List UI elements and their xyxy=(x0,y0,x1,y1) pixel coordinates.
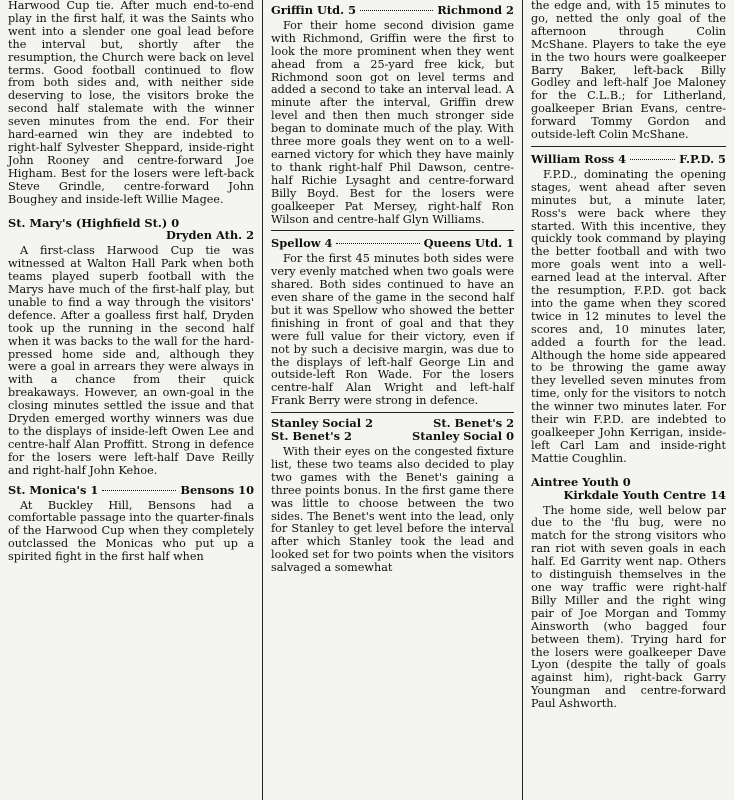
away-team-score: F.P.D. 5 xyxy=(679,151,726,166)
match-heading xyxy=(531,153,726,166)
home-team-score: St. Mary's (Highfield St.) 0 xyxy=(8,215,180,230)
match-report: With their eyes on the congested fixture list, these two teams also decided to play two games with the Benet's gaining a three points bonus. In the first game there was little to choose between the two sides. The Benet's went into the lead, only for Stanley to get level before the interval after which Stanley took the lead and looked set for two points when the visitors salvaged a somewhat xyxy=(271,445,514,575)
match-heading xyxy=(531,476,726,502)
match-heading-double xyxy=(271,417,514,443)
column-3 xyxy=(522,0,734,800)
match-heading xyxy=(8,217,254,243)
home-team-score: Aintree Youth 0 xyxy=(531,474,631,489)
match-heading xyxy=(271,237,514,250)
leader-dots xyxy=(630,159,675,160)
report-continued: Harwood Cup tie. After much end-to-end play in the first half, it was the Saints who went into a slender one goal lead before the interval but, shortly after the resumption, the Church were back on level terms. Good football continued to flow from both sides and, with neither side deserving to lose, the visitors broke the second half stalemate with the winner seven minutes from the end. For their hard-earned win they are indebted to right-half Sylvester Sheppard, inside-right John Rooney and centre-forward Joe Higham. Best for the losers were left-back Steve Grindle, centre-forward John Boughey and inside-left Willie Magee. xyxy=(8,0,254,206)
home-team-score: Stanley Social 2 xyxy=(271,416,373,431)
column-2 xyxy=(262,0,522,800)
home-team-score: Spellow 4 xyxy=(271,236,333,251)
away-team-score: Dryden Ath. 2 xyxy=(166,228,254,243)
match-report: A first-class Harwood Cup tie was witnessed at Walton Hall Park when both teams played superb football with the Marys have much of the first-half play, but unable to find a way through the visitors' defence. After a goalless first half, Dryden took up the running in the second half when it was backs to the wall for the hard-pressed home side and, although they were a goal in arrears they were always in with a chance from their quick breakaways. However, an own-goal in the closing minutes settled the issue and that Dryden emerged worthy winners was due to the displays of inside-left Owen Lee and centre-half Alan Proffitt. Strong in defence for the losers were left-half Dave Reilly and right-half John Kehoe. xyxy=(8,244,254,477)
divider xyxy=(531,146,726,147)
score-line-2 xyxy=(271,430,514,443)
away-team-score: Queens Utd. 1 xyxy=(423,236,514,251)
match-report: At Buckley Hill, Bensons had a comfortable passage into the quarter-finals of the Harwood Cup when they completely outclassed the Monicas who put up a spirited fight in the first half when xyxy=(8,498,254,564)
match-heading xyxy=(8,484,254,497)
away-team-score: Kirkdale Youth Centre 14 xyxy=(563,487,726,502)
column-1 xyxy=(0,0,262,800)
away-team-score: Stanley Social 0 xyxy=(412,429,514,444)
home-team-score: St. Monica's 1 xyxy=(8,482,99,497)
match-report: For their home second division game with Richmond, Griffin were the first to look the more prominent when they went ahead from a 25-yard free kick, but Richmond soon got on level terms and added a second to take an interval lead. A minute after the interval, Griffin drew level and then then much stronger side began to dominate much of the play. With three more goals they went on to a well-earned victory for which they have mainly to thank right-half Phil Dawson, centre-half Richie Lysaght and centre-forward Billy Boyd. Best for the losers were goalkeeper Pat Mersey, right-half Ron Wilson and centre-half Glyn Williams. xyxy=(271,18,514,226)
match-report: The home side, well below par due to the 'flu bug, were no match for the strong visitors who ran riot with seven goals in each half. Ed Garrity went nap. Others to distinguish themselves in the one way traffic were right-half Billy Miller and the right wing pair of Joe Morgan and Tommy Ainsworth (who bagged four between them). Trying hard for the losers were goalkeeper Dave Lyon (despite the tally of goals against him), right-back Garry Youngman and centre-forward Paul Ashworth. xyxy=(531,503,726,711)
home-team-score: Griffin Utd. 5 xyxy=(271,3,356,17)
away-team-score: St. Benet's 2 xyxy=(433,416,514,431)
leader-dots xyxy=(102,490,176,491)
home-team-score: St. Benet's 2 xyxy=(271,429,352,444)
away-team-score: Richmond 2 xyxy=(437,3,514,17)
match-report: For the first 45 minutes both sides were very evenly matched when two goals were shared. Both sides continued to have an even share of the game in the second half but it was Spellow who showed the better finishing in front of goal and that they were full value for their victory, even if not by such a decisive margin, was due to the displays of left-half George Lin and outside-left Ron Wade. For the losers centre-half Alan Wright and left-half Frank Berry were strong in defence. xyxy=(271,252,514,408)
divider xyxy=(271,412,514,413)
away-team-score: Bensons 10 xyxy=(180,482,254,497)
report-continued: the edge and, with 15 minutes to go, netted the only goal of the afternoon through Colin McShane. Players to take the eye in the two hours were goalkeeper Barry Baker, left-back Billy Godley and left-half Joe Maloney for the C.L.B.; for Litherland, goalkeeper Brian Evans, centre-forward Tommy Gordon and outside-left Colin McShane. xyxy=(531,0,726,142)
match-report: F.P.D., dominating the opening stages, went ahead after seven minutes but, a minute later, Ross's were back where they started. With this incentive, they quickly took command by playing the better football and with two more goals went into a well-earned lead at the interval. After the resumption, F.P.D. got back into the game when they scored twice in 12 minutes to level the scores and, 10 minutes later, added a fourth for the lead. Although the home side appeared to be throwing the game away they levelled seven minutes from time, only for the visitors to notch the winner two minutes later. For their win F.P.D. are indebted to goalkeeper John Kerrigan, inside-left Carl Lam and inside-right Mattie Coughlin. xyxy=(531,167,726,465)
divider xyxy=(271,230,514,231)
home-team-score: William Ross 4 xyxy=(531,151,627,166)
match-heading xyxy=(271,4,514,17)
leader-dots xyxy=(336,243,419,244)
leader-dots xyxy=(360,10,433,11)
